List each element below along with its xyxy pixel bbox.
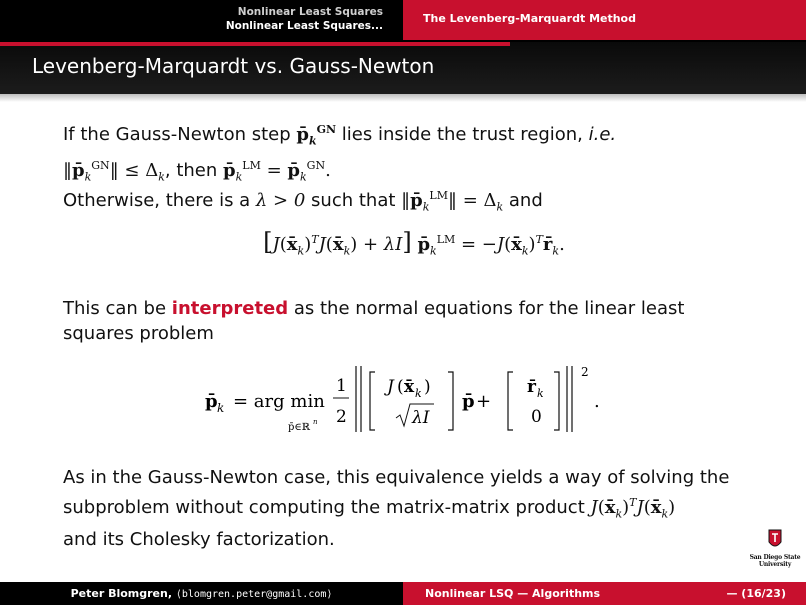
svg-text:λI: λI xyxy=(412,408,430,428)
svg-text:2: 2 xyxy=(581,365,589,379)
math-p-gn: $p̄_k^{GN}$ xyxy=(296,123,337,148)
svg-text:p̄: p̄ xyxy=(462,391,475,412)
footer-author-block xyxy=(0,582,403,605)
nav-section-link[interactable]: Nonlinear Least Squares xyxy=(237,6,383,18)
text: and its Cholesky factorization. xyxy=(63,528,335,550)
frame-title-bar xyxy=(0,42,806,94)
lsq-equation-svg xyxy=(0,360,806,450)
svg-text:1: 1 xyxy=(336,376,347,396)
footer-page-number: — (16/23) xyxy=(726,587,786,600)
svg-text:(: ( xyxy=(397,377,404,397)
paragraph-interpretation xyxy=(63,296,753,346)
svg-text:k: k xyxy=(415,387,422,400)
equation-linear-lsq xyxy=(0,360,806,454)
svg-text:0: 0 xyxy=(531,407,542,427)
paragraph-gauss-newton-inside xyxy=(63,118,753,189)
svg-text:p̄: p̄ xyxy=(205,391,218,412)
math-lambda-positive: λ > 0 xyxy=(255,190,306,211)
nav-subsection-link[interactable]: Nonlinear Least Squares... xyxy=(225,20,383,32)
svg-text:k: k xyxy=(537,387,544,400)
nav-current-section[interactable] xyxy=(403,0,806,40)
svg-text:k: k xyxy=(217,401,225,415)
top-navigation-bar xyxy=(0,0,806,42)
title-accent-stripe xyxy=(0,42,510,46)
svg-text:r̄: r̄ xyxy=(527,377,536,397)
paragraph-equivalence xyxy=(63,465,763,552)
nav-section-list xyxy=(0,0,403,42)
logo-line-2: University xyxy=(758,561,792,568)
svg-text:J: J xyxy=(387,377,394,397)
footer-bar xyxy=(0,582,806,605)
svg-text:p̄∈ℝ: p̄∈ℝ xyxy=(288,422,311,433)
svg-text:+: + xyxy=(476,391,492,412)
text: lies inside the trust region, xyxy=(336,124,589,145)
frame-title: Levenberg-Marquardt vs. Gauss-Newton xyxy=(32,54,435,78)
svg-text:.: . xyxy=(594,391,600,412)
footer-email: ⟨blomgren.peter@gmail.com⟩ xyxy=(175,589,333,600)
svg-text:2: 2 xyxy=(336,407,347,427)
svg-text:= arg min: = arg min xyxy=(233,391,325,412)
title-shadow xyxy=(0,94,806,102)
nav-current-label: The Levenberg-Marquardt Method xyxy=(423,12,636,25)
math-norm-condition: $‖p̄_k^{GN}‖ \le \Delta_k$ xyxy=(63,158,165,184)
svg-text:): ) xyxy=(424,377,431,397)
text: This can be xyxy=(63,298,172,319)
equation-normal-equations: $[J(x̄_k)^TJ(x̄_k) + \lambda I]$ $p̄_k^{LM}$ = $-J(x̄_k)^Tr̄_k$. xyxy=(263,228,565,258)
text: If the Gauss-Newton step xyxy=(63,124,297,145)
university-logo-mark xyxy=(767,528,783,550)
text: Otherwise, there is a xyxy=(63,190,256,211)
text: as the normal equations for the linear least squares problem xyxy=(63,298,685,344)
text: such that xyxy=(305,190,402,211)
svg-text:x̄: x̄ xyxy=(404,377,415,397)
text: , then xyxy=(164,159,224,181)
paragraph-otherwise xyxy=(63,184,753,220)
svg-text:n: n xyxy=(313,418,318,426)
math-p-lm-equals-gn: $p̄_k^{LM}$ = $p̄_k^{GN}$. xyxy=(223,158,331,184)
footer-title-block xyxy=(403,582,806,605)
text: As in the Gauss-Newton case, this equivalence yields a way of solving the subproblem without computing the matrix-matrix product xyxy=(63,467,730,518)
highlight-interpreted: interpreted xyxy=(171,298,289,319)
text: and xyxy=(503,190,543,211)
math-jtj: $J(x̄_k)^TJ(x̄_k)$ xyxy=(590,496,676,521)
text-ie: i.e. xyxy=(588,124,617,145)
footer-author: Peter Blomgren, xyxy=(70,587,173,600)
footer-short-title: Nonlinear LSQ — Algorithms xyxy=(425,587,601,600)
university-logo xyxy=(748,528,802,576)
logo-line-1: San Diego State xyxy=(749,554,801,561)
math-lm-norm: $‖p̄_k^{LM}‖ = \Delta_k$ xyxy=(401,189,504,214)
